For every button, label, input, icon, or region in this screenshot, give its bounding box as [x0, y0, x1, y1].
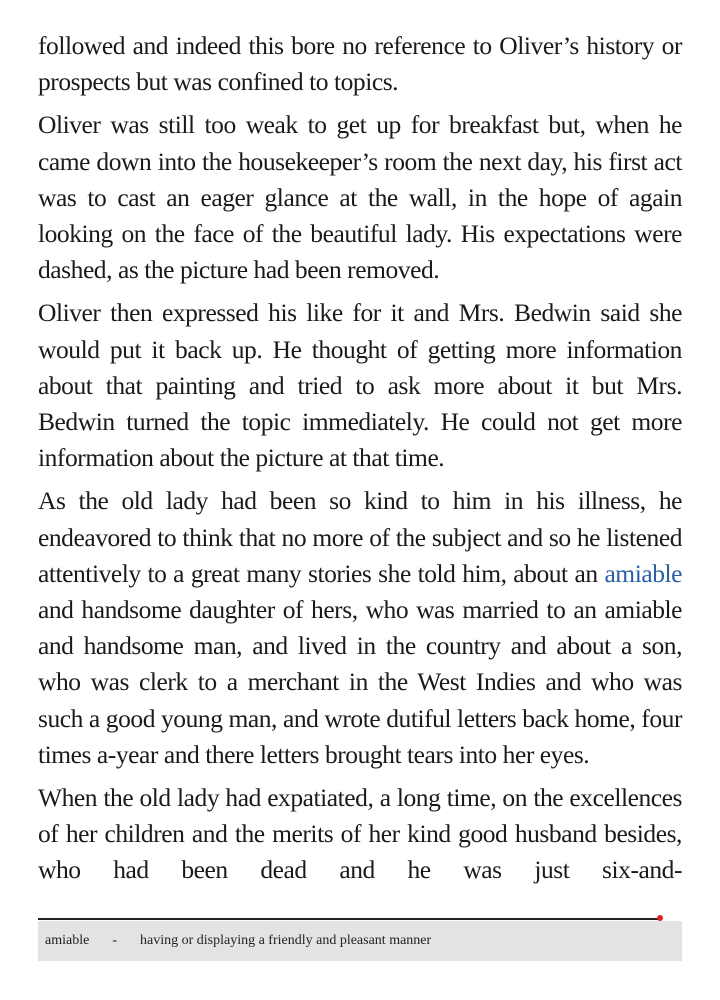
glossary-box: [38, 921, 682, 961]
paragraph-4-text-after: and handsome daughter of hers, who was married to an amiable and handsome man, and lived in the country and about a son, who was clerk to a merchant in the West Indies and who was such a good young man, and wrote dutiful letters back home, four times a-year and there letters brought tears into her eyes.: [38, 595, 682, 769]
glossary-separator: -: [112, 933, 117, 948]
glossary-definition: having or displaying a friendly and pleasant manner: [139, 933, 432, 948]
footnote-divider: [38, 918, 660, 920]
paragraph-1: followed and indeed this bore no reference to Oliver’s history or prospects but was confined to topics.: [38, 31, 682, 97]
page-body: [38, 28, 682, 896]
glossary-highlight-word[interactable]: amiable: [604, 558, 682, 588]
glossary-term: amiable: [45, 933, 90, 948]
paragraph-2: Oliver was still too weak to get up for breakfast but, when he came down into the housekeeper’s room the next day, his first act was to cast an eager glance at the wall, in the hope of again looking on the face of the beautiful lady. His expectations were dashed, as the picture had been removed.: [38, 110, 682, 285]
paragraph-3: Oliver then expressed his like for it and Mrs. Bedwin said she would put it back up. He thought of getting more information about that painting and tried to ask more about it but Mrs. Bedwin turned the topic immediately. He could not get more information about the picture at that time.: [38, 298, 682, 473]
paragraph-5: When the old lady had expatiated, a long time, on the excellences of her children and the merits of her kind good husband besides, who had been dead and he was just six-and-: [38, 783, 682, 885]
paragraph-4: [38, 483, 682, 773]
paragraph-4-text-before: As the old lady had been so kind to him in his illness, he endeavored to think that no more of the subject and so he listened attentively to a great many stories she told him, about an: [38, 486, 682, 588]
